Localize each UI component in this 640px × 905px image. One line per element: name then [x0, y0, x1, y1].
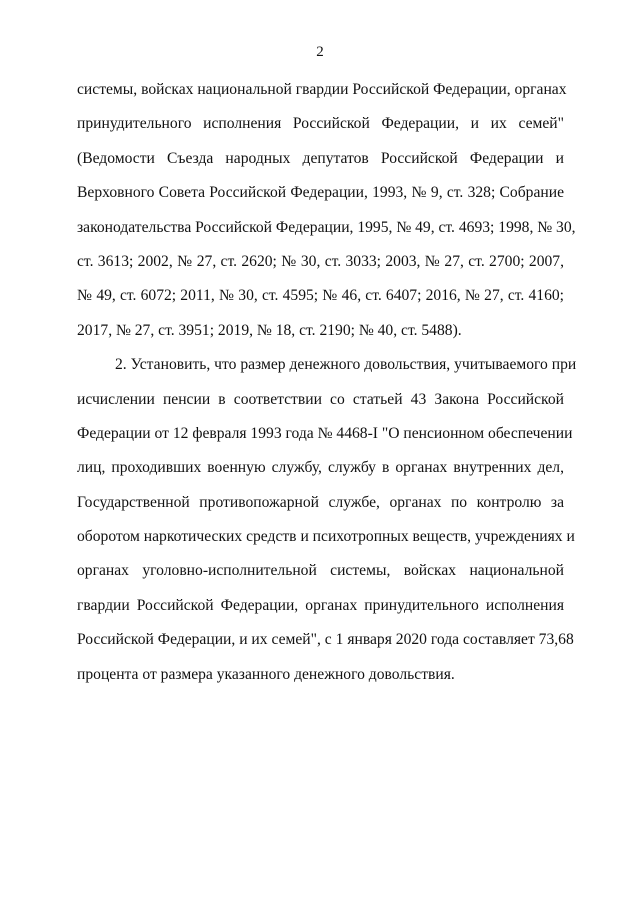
paragraph-2 — [77, 355, 577, 699]
document-body — [77, 80, 577, 699]
text-line: (Ведомости Съезда народных депутатов Российской Федерации и — [77, 149, 564, 167]
text-line: принудительного исполнения Российской Федерации, и их семей" — [77, 115, 564, 133]
text-line: Государственной противопожарной службе, органах по контролю за — [77, 493, 564, 511]
page-number: 2 — [316, 44, 324, 60]
text-line: Федерации от 12 февраля 1993 года № 4468-I "О пенсионном обеспечении — [77, 424, 573, 442]
text-line: № 49, ст. 6072; 2011, № 30, ст. 4595; № 46, ст. 6407; 2016, № 27, ст. 4160; — [77, 287, 564, 305]
text-line: процента от размера указанного денежного довольствия. — [77, 665, 455, 683]
text-line: исчислении пенсии в соответствии со статьей 43 Закона Российской — [77, 390, 564, 408]
text-line: системы, войсках национальной гвардии Российской Федерации, органах — [77, 81, 567, 98]
text-line: ст. 3613; 2002, № 27, ст. 2620; № 30, ст. 3033; 2003, № 27, ст. 2700; 2007, — [77, 252, 564, 270]
text-line: 2017, № 27, ст. 3951; 2019, № 18, ст. 2190; № 40, ст. 5488). — [77, 321, 462, 339]
text-line: законодательства Российской Федерации, 1995, № 49, ст. 4693; 1998, № 30, — [77, 218, 576, 236]
text-line: 2. Установить, что размер денежного довольствия, учитываемого при — [115, 356, 577, 374]
paragraph-1 — [77, 80, 576, 355]
text-line: лиц, проходивших военную службу, службу в органах внутренних дел, — [77, 459, 564, 477]
text-line: органах уголовно-исполнительной системы, войсках национальной — [77, 562, 564, 580]
text-line: гвардии Российской Федерации, органах принудительного исполнения — [77, 596, 564, 614]
text-line: Верховного Совета Российской Федерации, 1993, № 9, ст. 328; Собрание — [77, 184, 564, 202]
text-line: Российской Федерации, и их семей", с 1 января 2020 года составляет 73,68 — [77, 631, 574, 649]
text-line: оборотом наркотических средств и психотропных веществ, учреждениях и — [77, 528, 575, 546]
